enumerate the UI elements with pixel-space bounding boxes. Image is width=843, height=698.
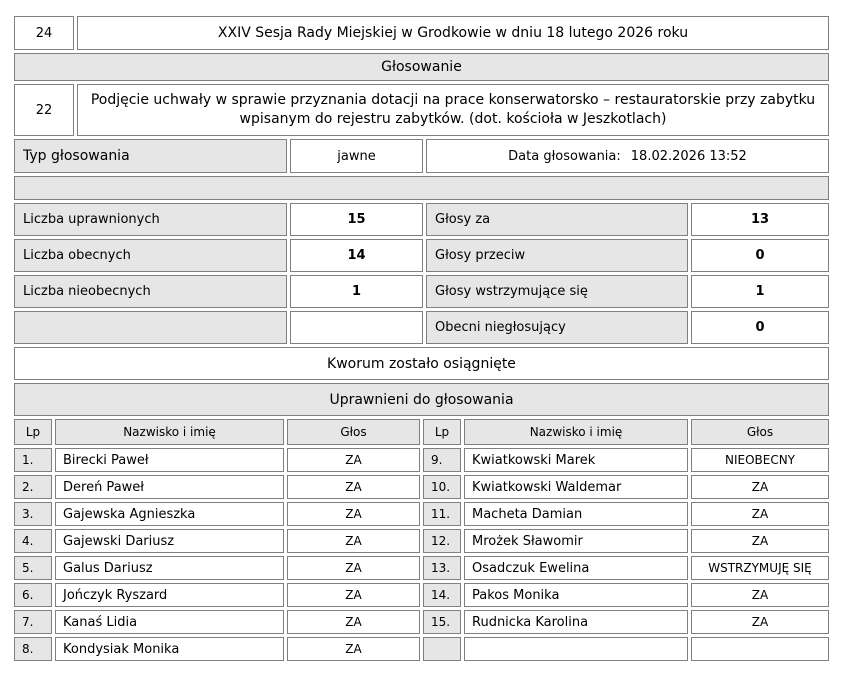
voter-vote: ZA (691, 502, 829, 526)
voter-vote: ZA (287, 475, 420, 499)
stats-label-empty (14, 311, 287, 344)
voter-name: Gajewski Dariusz (55, 529, 284, 553)
voter-lp: 8. (14, 637, 52, 661)
voter-name: Pakos Monika (464, 583, 688, 607)
voter-lp: 1. (14, 448, 52, 472)
voter-name: Kwiatkowski Waldemar (464, 475, 688, 499)
stats-value-empty (290, 311, 423, 344)
voting-type-value: jawne (290, 139, 423, 173)
voting-type-label: Typ głosowania (14, 139, 287, 173)
voter-name: Macheta Damian (464, 502, 688, 526)
voter-name: Kanaś Lidia (55, 610, 284, 634)
stats-value: 13 (691, 203, 829, 236)
vote-statistics-grid (14, 203, 829, 344)
stats-value: 1 (691, 275, 829, 308)
voter-name: Osadczuk Ewelina (464, 556, 688, 580)
voters-header-lp: Lp (14, 419, 52, 445)
voter-lp: 5. (14, 556, 52, 580)
voter-vote: WSTRZYMUJĘ SIĘ (691, 556, 829, 580)
stats-label: Głosy za (426, 203, 688, 236)
voter-lp: 10. (423, 475, 461, 499)
session-header-row (14, 16, 829, 50)
stats-label: Liczba obecnych (14, 239, 287, 272)
spacer-row (14, 176, 829, 200)
voter-vote: ZA (287, 556, 420, 580)
voter-name: Mrożek Sławomir (464, 529, 688, 553)
voting-report-document (14, 16, 829, 661)
voters-header-name: Nazwisko i imię (464, 419, 688, 445)
stats-label: Głosy przeciw (426, 239, 688, 272)
voting-item-row (14, 84, 829, 136)
voter-lp: 7. (14, 610, 52, 634)
voter-vote: ZA (691, 610, 829, 634)
voter-lp: 11. (423, 502, 461, 526)
voter-name-empty (464, 637, 688, 661)
voter-vote: ZA (691, 583, 829, 607)
item-number-cell: 22 (14, 84, 74, 136)
voter-lp-empty (423, 637, 461, 661)
voter-lp: 4. (14, 529, 52, 553)
voter-name: Dereń Paweł (55, 475, 284, 499)
voters-header-name: Nazwisko i imię (55, 419, 284, 445)
stats-value: 15 (290, 203, 423, 236)
voter-vote: ZA (691, 475, 829, 499)
voter-vote: NIEOBECNY (691, 448, 829, 472)
voter-vote: ZA (287, 448, 420, 472)
voter-name: Kwiatkowski Marek (464, 448, 688, 472)
voter-name: Gajewska Agnieszka (55, 502, 284, 526)
voter-name: Jończyk Ryszard (55, 583, 284, 607)
voter-lp: 6. (14, 583, 52, 607)
stats-value: 1 (290, 275, 423, 308)
voter-name: Rudnicka Karolina (464, 610, 688, 634)
voter-lp: 12. (423, 529, 461, 553)
voting-banner: Głosowanie (14, 53, 829, 81)
voters-table (14, 419, 829, 661)
voter-vote: ZA (691, 529, 829, 553)
stats-label: Głosy wstrzymujące się (426, 275, 688, 308)
voter-vote: ZA (287, 502, 420, 526)
voters-header-lp: Lp (423, 419, 461, 445)
stats-value: 0 (691, 311, 829, 344)
session-title: XXIV Sesja Rady Miejskiej w Grodkowie w dniu 18 lutego 2026 roku (77, 16, 829, 50)
session-number-cell: 24 (14, 16, 74, 50)
stats-value: 0 (691, 239, 829, 272)
stats-label: Obecni niegłosujący (426, 311, 688, 344)
stats-label: Liczba uprawnionych (14, 203, 287, 236)
item-title: Podjęcie uchwały w sprawie przyznania dotacji na prace konserwatorsko – restauratorskie przy zabytku wpisanym do rejestru zabytków. (dot. kościoła w Jeszkotlach) (77, 84, 829, 136)
voter-lp: 13. (423, 556, 461, 580)
stats-label: Liczba nieobecnych (14, 275, 287, 308)
voter-lp: 9. (423, 448, 461, 472)
stats-value: 14 (290, 239, 423, 272)
voters-header-vote: Głos (287, 419, 420, 445)
voter-name: Birecki Paweł (55, 448, 284, 472)
voters-header-vote: Głos (691, 419, 829, 445)
voter-name: Kondysiak Monika (55, 637, 284, 661)
voter-lp: 15. (423, 610, 461, 634)
voter-lp: 3. (14, 502, 52, 526)
voter-lp: 14. (423, 583, 461, 607)
quorum-status: Kworum zostało osiągnięte (14, 347, 829, 380)
voter-vote-empty (691, 637, 829, 661)
voter-vote: ZA (287, 637, 420, 661)
voting-info-row (14, 139, 829, 173)
voting-date-label: Data głosowania: (508, 148, 621, 164)
voter-lp: 2. (14, 475, 52, 499)
voting-date-cell (426, 139, 829, 173)
voters-section-title: Uprawnieni do głosowania (14, 383, 829, 416)
voting-date-value: 18.02.2026 13:52 (630, 148, 747, 164)
voter-vote: ZA (287, 583, 420, 607)
voter-vote: ZA (287, 529, 420, 553)
voter-name: Galus Dariusz (55, 556, 284, 580)
voter-vote: ZA (287, 610, 420, 634)
